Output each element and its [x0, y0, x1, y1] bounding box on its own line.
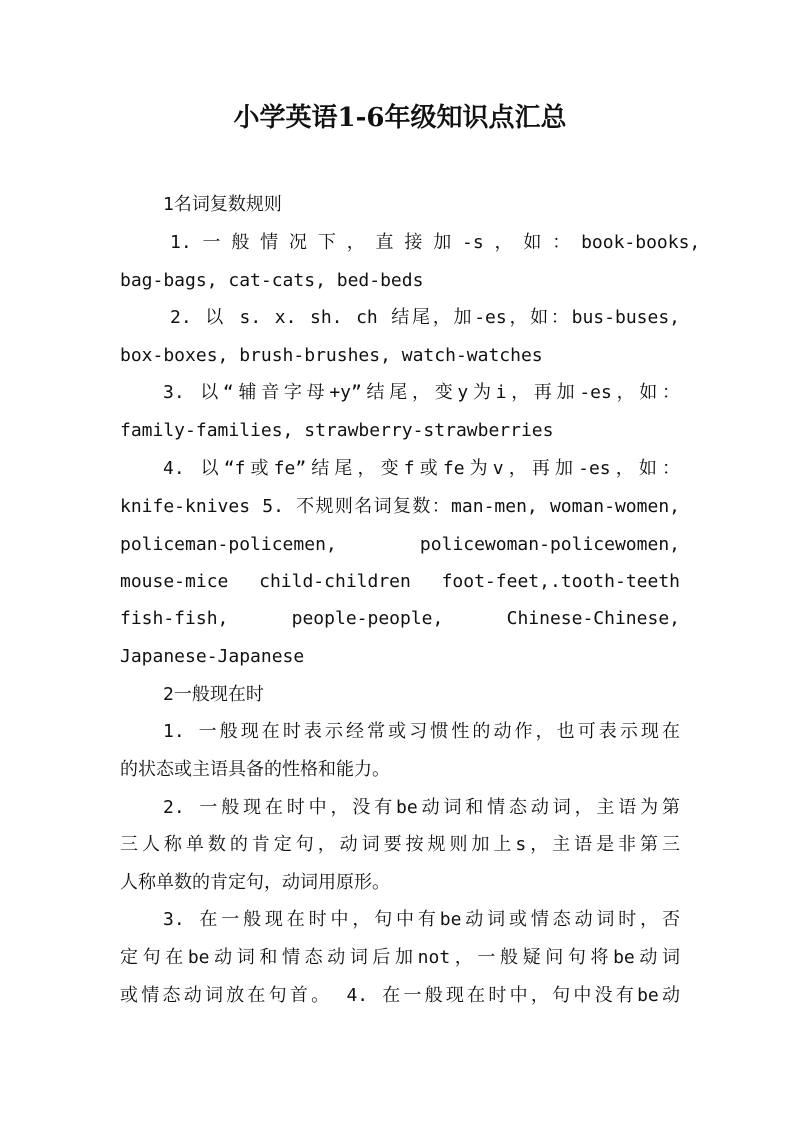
paragraph-line: 人称单数的肯定句，动词用原形。: [120, 872, 390, 893]
paragraph-line: 2. 一般现在时中，没有be动词和情态动词，主语为第: [163, 797, 680, 818]
paragraph-line: 三人称单数的肯定句，动词要按规则加上s，主语是非第三: [120, 834, 680, 855]
paragraph-line: mouse-mice child-children foot-feet,.tooth-teeth: [120, 571, 680, 592]
paragraph-line: 或情态动词放在句首。 4. 在一般现在时中，句中没有be动: [120, 985, 680, 1006]
paragraph-line: 1. 一 般 情 况 下 ， 直 接 加 -s ， 如 ： book-books,: [170, 232, 701, 253]
paragraph-line: bag-bags, cat-cats, bed-beds: [120, 270, 424, 291]
paragraph-line: family-families, strawberry-strawberries: [120, 420, 554, 441]
paragraph-line: 定句在be动词和情态动词后加not，一般疑问句将be动词: [120, 947, 680, 968]
paragraph-line: Japanese-Japanese: [120, 646, 305, 667]
page-title: 小学英语1-6年级知识点汇总: [233, 103, 567, 133]
paragraph-line: box-boxes, brush-brushes, watch-watches: [120, 345, 543, 366]
paragraph-line: 1. 一般现在时表示经常或习惯性的动作，也可表示现在: [163, 721, 680, 742]
section-heading-plural-rules: 1名词复数规则: [163, 194, 282, 215]
section-heading-present-simple: 2一般现在时: [163, 684, 264, 705]
paragraph-line: 3. 在一般现在时中，句中有be动词或情态动词时，否: [163, 909, 680, 930]
paragraph-line: 2. 以 s. x. sh. ch 结尾，加-es，如：bus-buses,: [170, 307, 680, 328]
paragraph-line: policeman-policemen, policewoman-policewomen,: [120, 534, 680, 555]
paragraph-line: fish-fish, people-people, Chinese-Chinese,: [120, 608, 680, 629]
paragraph-line: knife-knives 5. 不规则名词复数：man-men, woman-women,: [120, 496, 680, 517]
paragraph-line: 4. 以“f或fe”结尾，变f或fe为v，再加-es，如：: [163, 458, 680, 479]
paragraph-line: 3. 以“辅音字母+y”结尾，变y为i，再加-es，如：: [163, 382, 680, 403]
paragraph-line: 的状态或主语具备的性格和能力。: [120, 759, 390, 780]
